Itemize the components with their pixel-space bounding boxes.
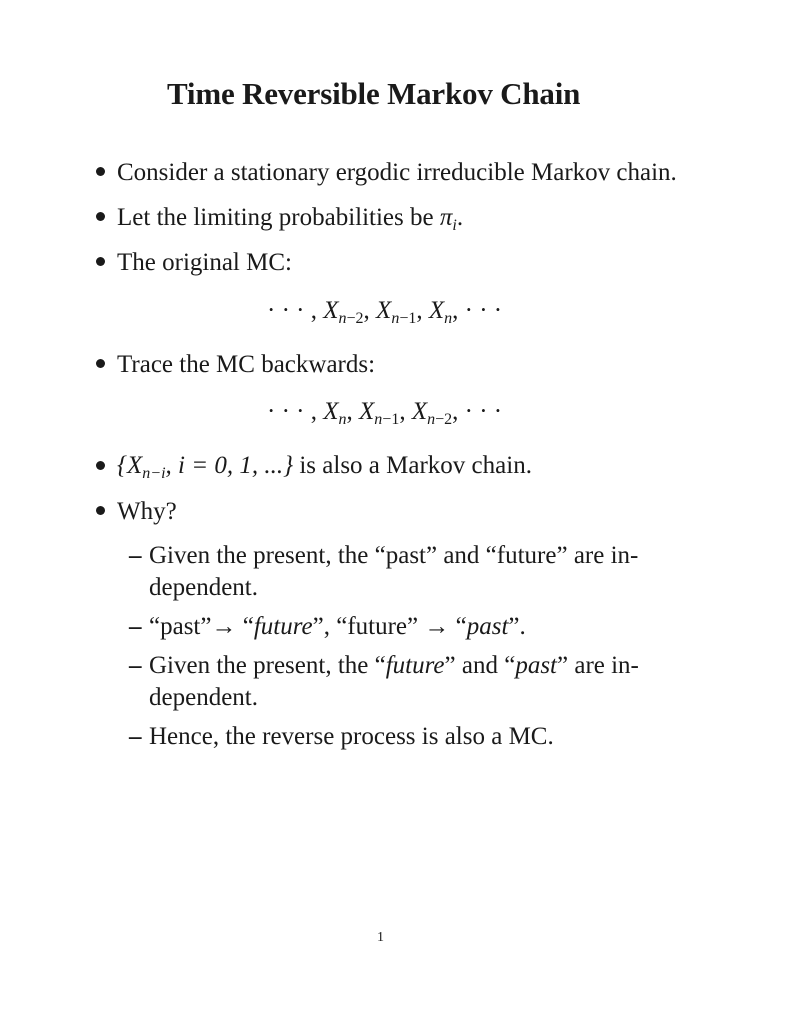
bullet-limiting-text: Let the limiting probabilities be	[117, 204, 434, 231]
bullet-reverse-markov	[117, 453, 532, 482]
bullet-marker	[96, 212, 105, 221]
sub-bullet-past-future-swap: “past”→ “future”, “future” → “past”.	[149, 613, 526, 640]
bullet-stationary-chain: Consider a stationary ergodic irreducible Markov chain.	[117, 159, 677, 186]
dash-marker: –	[129, 613, 142, 640]
bullet-original-mc: The original MC:	[117, 249, 292, 276]
pi-subscript: i	[452, 217, 457, 234]
text-past: “past”	[149, 613, 212, 640]
sub-bullet-reverse-process: Hence, the reverse process is also a MC.	[149, 723, 554, 750]
pi-symbol: π	[439, 204, 453, 231]
set-subscript: n−i	[142, 465, 166, 482]
page-title: Time Reversible Markov Chain	[167, 76, 581, 111]
bullet-marker	[96, 359, 105, 368]
equation-backward-sequence: · · · , $X_n$, $X_{n-1}$, $X_{n-2}$, · · ·	[267, 398, 503, 428]
set-rest: , i = 0, 1, ...}	[165, 452, 294, 479]
bullet-marker	[96, 167, 105, 176]
bullet-marker	[96, 506, 105, 515]
dash-marker: –	[129, 723, 142, 750]
text-past-italic: past	[515, 652, 557, 679]
text-future-italic: future	[385, 652, 445, 679]
bullet-why: Why?	[117, 498, 177, 525]
sub-bullet-independent-1: Given the present, the “past” and “future” are in-	[149, 542, 639, 569]
arrow-icon: →	[424, 613, 450, 640]
text-past-italic: past	[466, 613, 509, 640]
sub-bullet-independent-2-cont: dependent.	[149, 684, 258, 711]
dash-marker: –	[129, 652, 142, 679]
bullet-reverse-text: is also a Markov chain.	[299, 452, 532, 479]
sub-bullet-independent-2: Given the present, the “future” and “past” are in-	[149, 652, 639, 679]
sub-bullet-independent-1-cont: dependent.	[149, 574, 258, 601]
bullet-limiting-probabilities: Let the limiting probabilities be $\pi_i$.	[117, 204, 464, 234]
dots: · · · ,	[267, 297, 317, 324]
arrow-icon: →	[211, 613, 237, 640]
bullet-marker	[96, 461, 105, 470]
bullet-marker	[96, 257, 105, 266]
text-future-italic: future	[253, 613, 313, 640]
page-number: 1	[377, 930, 384, 945]
bullet-trace-backwards: Trace the MC backwards:	[117, 351, 376, 378]
set-open: {X	[117, 452, 143, 479]
equation-forward-sequence: · · · , $X_{n-2}$, $X_{n-1}$, $X_n$, · · ·	[267, 297, 503, 327]
dash-marker: –	[129, 542, 142, 569]
